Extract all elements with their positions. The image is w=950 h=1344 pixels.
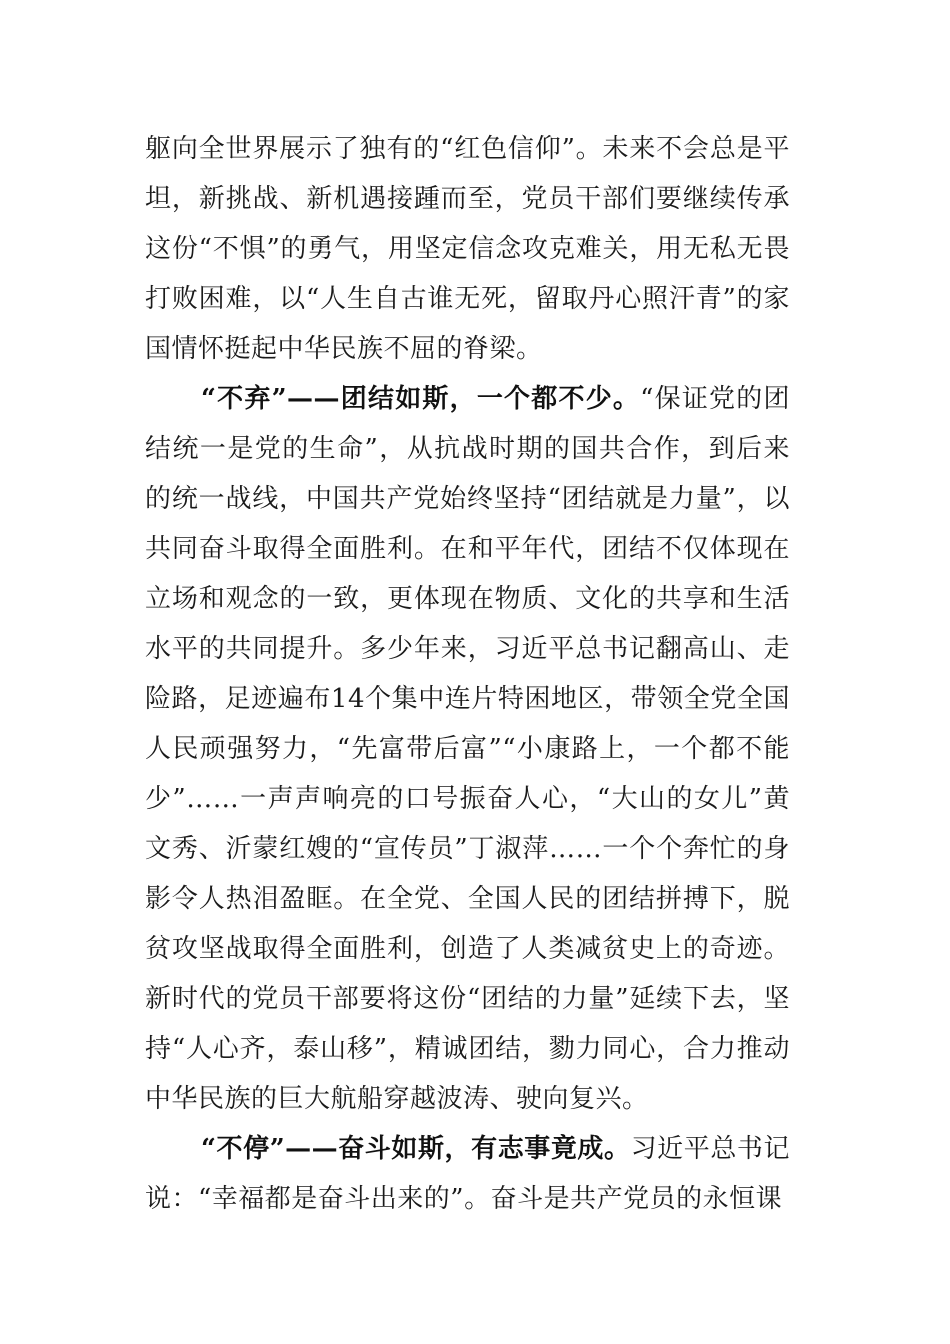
paragraph-1 [145, 124, 790, 374]
paragraph-3 [145, 1124, 790, 1224]
paragraph-3-lead: “不停”——奋斗如斯，有志事竟成。 [201, 1134, 631, 1164]
paragraph-2 [145, 374, 790, 1124]
paragraph-2-lead: “不弃”——团结如斯，一个都不少。 [201, 384, 641, 414]
paragraph-1-body: 躯向全世界展示了独有的“红色信仰”。未来不会总是平坦，新挑战、新机遇接踵而至，党员干部们要继续传承这份“不惧”的勇气，用坚定信念攻克难关，用无私无畏打败困难，以“人生自古谁无死，留取丹心照汗青”的家国情怀挺起中华民族不屈的脊梁。 [145, 134, 790, 364]
paragraph-2-body: “保证党的团结统一是党的生命”，从抗战时期的国共合作，到后来的统一战线，中国共产党始终坚持“团结就是力量”，以共同奋斗取得全面胜利。在和平年代，团结不仅体现在立场和观念的一致，更体现在物质、文化的共享和生活水平的共同提升。多少年来，习近平总书记翻高山、走险路，足迹遍布14个集中连片特困地区，带领全党全国人民顽强努力，“先富带后富”“小康路上，一个都不能少”……一声声响亮的口号振奋人心，“大山的女儿”黄文秀、沂蒙红嫂的“宣传员”丁淑萍……一个个奔忙的身影令人热泪盈眶。在全党、全国人民的团结拼搏下，脱贫攻坚战取得全面胜利，创造了人类减贫史上的奇迹。新时代的党员干部要将这份“团结的力量”延续下去，坚持“人心齐，泰山移”，精诚团结，勠力同心，合力推动中华民族的巨大航船穿越波涛、驶向复兴。 [145, 384, 790, 1114]
paragraph-3-body: 习近平总书记说：“幸福都是奋斗出来的”。奋斗是共产党员的永恒课 [145, 1134, 790, 1214]
document-page [145, 124, 790, 1224]
